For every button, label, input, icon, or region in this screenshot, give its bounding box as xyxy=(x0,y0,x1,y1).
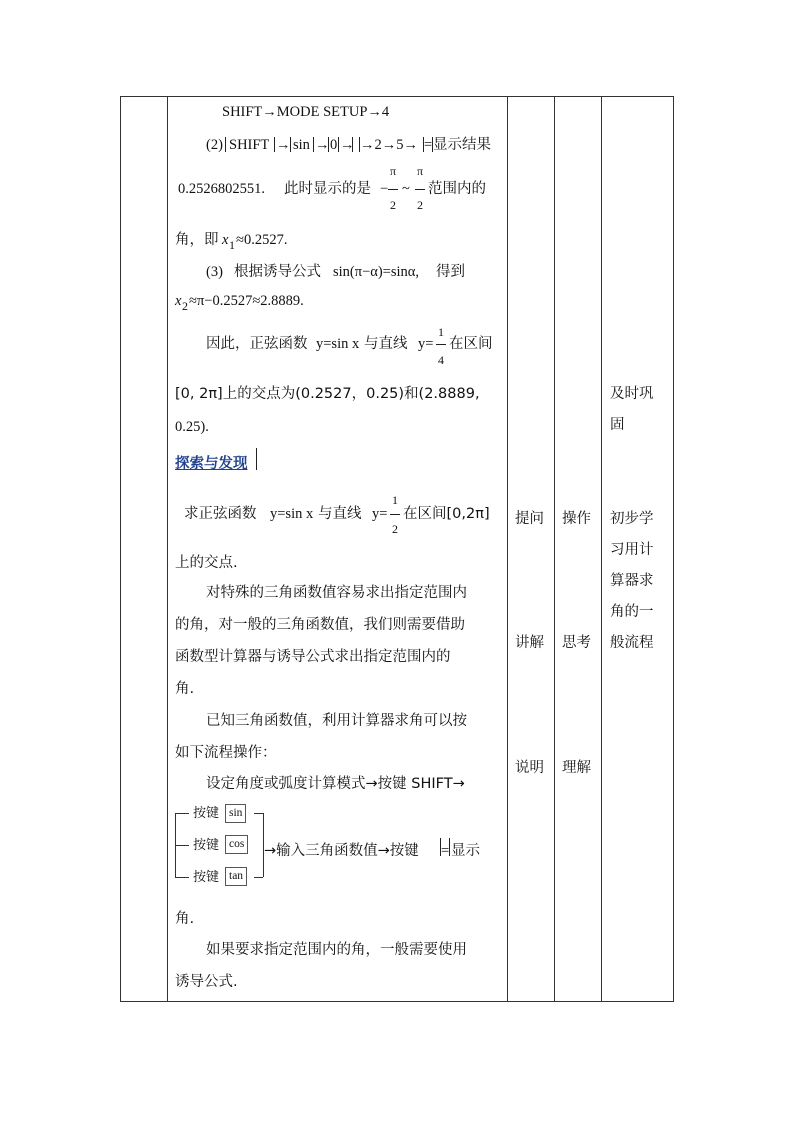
intent-bottom-line-2: 习用计 xyxy=(610,542,654,558)
zero-key: 0 xyxy=(330,137,338,153)
fraction-numerator: π xyxy=(416,164,424,178)
paragraph-1-line-3: 函数型计算器与诱导公式求出指定范围内的 xyxy=(175,649,451,665)
tilde: ~ xyxy=(402,181,410,197)
digit-sequence: →2→5→ xyxy=(360,137,418,153)
flow-tick-tan xyxy=(175,877,189,878)
key-border xyxy=(338,137,339,152)
fraction-numerator: 1 xyxy=(438,325,444,339)
y-equals: y= xyxy=(418,336,434,352)
arrow: → xyxy=(276,137,291,153)
induction-formula: sin(π−α)=sinα, xyxy=(333,264,419,280)
sine-function: y=sin x xyxy=(316,336,360,352)
x2-var: x xyxy=(175,293,182,309)
paragraph-3-line-1: 设定角度或弧度计算模式→按键 SHIFT→ xyxy=(206,776,465,792)
intent-top-line-1: 及时巩 xyxy=(610,386,654,402)
fraction-bar xyxy=(390,514,400,515)
press-label-cos: 按键 xyxy=(193,838,220,853)
table-col-border-5 xyxy=(673,96,674,1002)
student-activity-3: 理解 xyxy=(562,760,591,776)
line-text: 与直线 xyxy=(364,336,408,352)
teacher-activity-1: 提问 xyxy=(515,511,544,527)
student-activity-1: 操作 xyxy=(562,511,591,527)
paragraph-1-line-4: 角. xyxy=(175,681,195,697)
key-border xyxy=(290,137,291,152)
x2-value: ≈π−0.2527≈2.8889. xyxy=(189,293,304,309)
paragraph-3-line-2: 角. xyxy=(175,911,195,927)
x2-subscript: 2 xyxy=(182,299,188,313)
x1-subscript: 1 xyxy=(229,238,235,252)
paragraph-4-line-1: 如果要求指定范围内的角，一般需要使用 xyxy=(206,942,467,958)
question-text: 求正弦函数 xyxy=(184,506,257,522)
cos-key: cos xyxy=(225,835,248,854)
sine-function: y=sin x xyxy=(270,506,314,522)
interval-text: 在区间 xyxy=(449,336,493,352)
equals-key: = xyxy=(441,843,450,859)
sin-key: sin xyxy=(225,804,246,823)
teacher-activity-3: 说明 xyxy=(515,760,544,776)
range-text: 此时显示的是 xyxy=(284,181,371,197)
calc-step1-line: SHIFT→MODE SETUP→4 xyxy=(222,104,390,120)
section-heading: 探索与发现 xyxy=(175,456,248,472)
key-border xyxy=(313,137,314,152)
question-line-2: 上的交点. xyxy=(175,555,238,571)
flow-tick-sin xyxy=(175,813,189,814)
teacher-activity-2: 讲解 xyxy=(515,635,544,651)
step3-number: (3) xyxy=(206,264,223,280)
shift-key: SHIFT xyxy=(229,137,270,153)
fraction-bar xyxy=(388,189,398,190)
y-equals: y= xyxy=(372,506,388,522)
fraction-denominator: 4 xyxy=(438,353,444,367)
student-activity-2: 思考 xyxy=(562,635,591,651)
key-border xyxy=(225,137,226,152)
fraction-denominator: 2 xyxy=(392,522,398,536)
key-border xyxy=(328,137,329,152)
heading-cursor xyxy=(256,448,257,470)
x1-var: x xyxy=(222,232,229,248)
intent-bottom-line-4: 角的一 xyxy=(610,604,654,620)
arrow: → xyxy=(340,137,355,153)
intent-bottom-line-1: 初步学 xyxy=(610,511,654,527)
key-border xyxy=(449,838,450,856)
step3-text: 根据诱导公式 xyxy=(234,264,321,280)
sin-key: sin xyxy=(293,137,310,153)
press-label-tan: 按键 xyxy=(193,870,220,885)
line-text: 与直线 xyxy=(318,506,362,522)
fraction-numerator: π xyxy=(389,164,397,178)
flow-input-text: →输入三角函数值→按键 xyxy=(264,843,419,859)
table-col-border-0 xyxy=(120,96,121,1002)
table-col-border-1 xyxy=(167,96,168,1002)
show-result-text: 显示结果 xyxy=(433,137,491,153)
table-col-border-2 xyxy=(507,96,508,1002)
flow-tick-cos xyxy=(175,845,189,846)
fraction-denominator: 2 xyxy=(417,198,423,212)
table-col-border-4 xyxy=(601,96,602,1002)
interval-text: 在区间[0,2π] xyxy=(403,506,490,522)
conclusion-line-2: [0, 2π]上的交点为(0.2527，0.25)和(2.8889, xyxy=(175,386,480,402)
flow-right-tick-tan xyxy=(254,877,263,878)
paragraph-1-line-1: 对特殊的三角函数值容易求出指定范围内 xyxy=(206,585,467,601)
step2-number: (2) xyxy=(206,137,223,153)
flow-display-text: 显示 xyxy=(451,843,480,859)
minus-sign: − xyxy=(380,181,389,197)
key-border xyxy=(274,137,275,152)
flow-right-tick-sin xyxy=(254,813,263,814)
press-label-sin: 按键 xyxy=(193,806,220,821)
fraction-numerator: 1 xyxy=(392,493,398,507)
step3-tail: 得到 xyxy=(436,264,465,280)
result-value: 0.2526802551. xyxy=(178,181,265,197)
fraction-bar xyxy=(436,344,446,345)
arrow: → xyxy=(315,137,330,153)
conclusion-text: 因此，正弦函数 xyxy=(206,336,308,352)
intent-bottom-line-5: 般流程 xyxy=(610,635,654,651)
equals-key: = xyxy=(424,137,433,153)
conclusion-line-3: 0.25). xyxy=(175,419,209,435)
fraction-denominator: 2 xyxy=(390,198,396,212)
table-top-border xyxy=(120,96,674,97)
paragraph-1-line-2: 的角，对一般的三角函数值，我们则需要借助 xyxy=(175,617,465,633)
x1-value: ≈0.2527. xyxy=(236,232,288,248)
intent-top-line-2: 固 xyxy=(610,417,625,433)
intent-bottom-line-3: 算器求 xyxy=(610,573,654,589)
range-tail: 范围内的 xyxy=(428,181,486,197)
fraction-bar xyxy=(415,189,425,190)
paragraph-2-line-1: 已知三角函数值，利用计算器求角可以按 xyxy=(206,713,467,729)
paragraph-4-line-2: 诱导公式. xyxy=(175,974,238,990)
paragraph-2-line-2: 如下流程操作： xyxy=(175,745,277,761)
angle-text: 角，即 xyxy=(175,232,219,248)
tan-key: tan xyxy=(225,867,247,886)
table-col-border-3 xyxy=(554,96,555,1002)
table-bottom-border xyxy=(120,1001,674,1002)
key-border xyxy=(352,137,353,152)
